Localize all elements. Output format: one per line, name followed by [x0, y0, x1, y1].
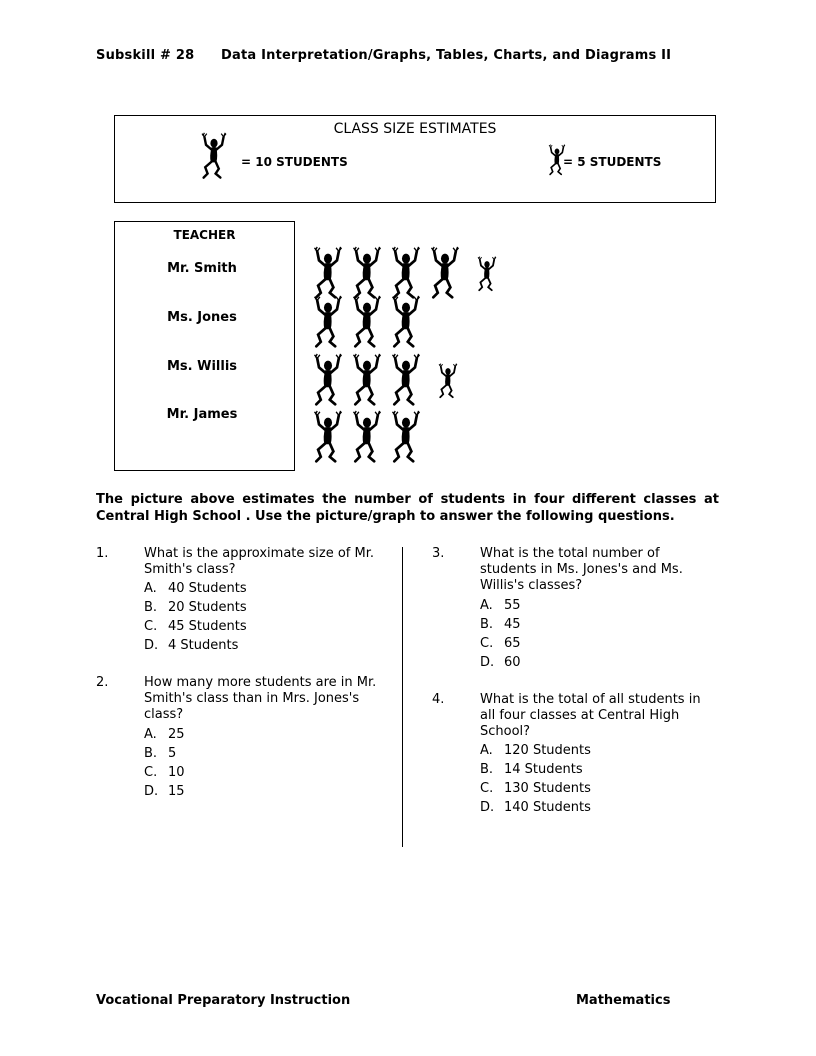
- option-letter: A.: [144, 581, 157, 596]
- option-text: 4 Students: [168, 638, 239, 653]
- figure-icon: [388, 295, 424, 349]
- question-text: What is the total of all students in all four classes at Central High School?: [480, 692, 701, 739]
- column-divider: [402, 547, 403, 847]
- figure-icon: [310, 246, 346, 300]
- option-letter: A.: [480, 743, 493, 758]
- answer-option[interactable]: [144, 765, 185, 780]
- answer-option[interactable]: [480, 598, 521, 613]
- option-letter: A.: [144, 727, 157, 742]
- answer-option[interactable]: [144, 727, 185, 742]
- option-text: 120 Students: [504, 743, 591, 758]
- question-number: 4.: [432, 692, 445, 707]
- answer-option[interactable]: [480, 636, 521, 651]
- figure-icon: [349, 353, 385, 407]
- option-text: 55: [504, 598, 521, 613]
- option-letter: A.: [480, 598, 493, 613]
- teacher-box: [114, 221, 295, 471]
- subskill-number: Subskill # 28: [96, 48, 195, 63]
- option-text: 140 Students: [504, 800, 591, 815]
- option-letter: C.: [480, 781, 494, 796]
- figure-icon: [427, 246, 463, 300]
- answer-option[interactable]: [480, 655, 521, 670]
- answer-option[interactable]: [144, 784, 185, 799]
- option-letter: C.: [144, 619, 158, 634]
- legend-box: [114, 115, 716, 203]
- option-text: 45 Students: [168, 619, 247, 634]
- question-number: 1.: [96, 546, 109, 561]
- option-text: 15: [168, 784, 185, 799]
- option-letter: C.: [144, 765, 158, 780]
- option-text: 20 Students: [168, 600, 247, 615]
- option-letter: B.: [480, 762, 494, 777]
- intro-text: The picture above estimates the number of students in four different classes at Central High School . Use the picture/graph to answer the following questions.: [96, 492, 719, 524]
- figure-icon: [310, 295, 346, 349]
- figure-icon: [388, 246, 424, 300]
- question-text: How many more students are in Mr. Smith's class than in Mrs. Jones's class?: [144, 675, 377, 722]
- figure-icon: [310, 410, 346, 464]
- answer-option[interactable]: [480, 800, 591, 815]
- question-text: What is the approximate size of Mr. Smith's class?: [144, 546, 375, 577]
- option-letter: B.: [144, 600, 158, 615]
- answer-option[interactable]: [144, 581, 247, 596]
- option-letter: D.: [480, 655, 495, 670]
- option-letter: C.: [480, 636, 494, 651]
- option-letter: D.: [480, 800, 495, 815]
- footer-right: Mathematics: [576, 993, 671, 1008]
- question-number: 3.: [432, 546, 445, 561]
- option-letter: D.: [144, 638, 159, 653]
- option-text: 14 Students: [504, 762, 583, 777]
- option-letter: B.: [144, 746, 158, 761]
- figure-small-icon: [435, 363, 461, 399]
- question-text: What is the total number of students in Ms. Jones's and Ms. Willis's classes?: [480, 546, 683, 593]
- option-text: 45: [504, 617, 521, 632]
- teacher-name: Mr. Smith: [167, 261, 237, 276]
- legend-title: CLASS SIZE ESTIMATES: [333, 121, 497, 137]
- subskill-title: Data Interpretation/Graphs, Tables, Charts, and Diagrams II: [221, 48, 672, 63]
- option-letter: D.: [144, 784, 159, 799]
- option-letter: B.: [480, 617, 494, 632]
- legend-big-label: = 10 STUDENTS: [241, 155, 348, 169]
- answer-option[interactable]: [480, 762, 583, 777]
- teacher-header: TEACHER: [173, 228, 236, 242]
- teacher-name: Ms. Willis: [166, 359, 238, 374]
- figure-icon: [349, 295, 385, 349]
- figure-icon: [349, 410, 385, 464]
- option-text: 5: [168, 746, 177, 761]
- page-header: [96, 48, 671, 63]
- answer-option[interactable]: [480, 743, 591, 758]
- figure-icon: [388, 410, 424, 464]
- option-text: 40 Students: [168, 581, 247, 596]
- answer-option[interactable]: [480, 781, 591, 796]
- footer-left: Vocational Preparatory Instruction: [96, 993, 351, 1008]
- answer-option[interactable]: [144, 619, 247, 634]
- figure-icon: [198, 132, 230, 180]
- answer-option[interactable]: [144, 600, 247, 615]
- teacher-name: Ms. Jones: [167, 310, 237, 325]
- legend-small-label: = 5 STUDENTS: [563, 155, 662, 169]
- answer-option[interactable]: [144, 638, 238, 653]
- option-text: 130 Students: [504, 781, 591, 796]
- figure-small-icon: [474, 256, 500, 292]
- figure-icon: [349, 246, 385, 300]
- answer-option[interactable]: [480, 617, 521, 632]
- option-text: 60: [504, 655, 521, 670]
- option-text: 25: [168, 727, 185, 742]
- option-text: 65: [504, 636, 521, 651]
- figure-icon: [310, 353, 346, 407]
- teacher-name: Mr. James: [166, 407, 238, 422]
- option-text: 10: [168, 765, 185, 780]
- answer-option[interactable]: [144, 746, 176, 761]
- question-number: 2.: [96, 675, 109, 690]
- figure-icon: [388, 353, 424, 407]
